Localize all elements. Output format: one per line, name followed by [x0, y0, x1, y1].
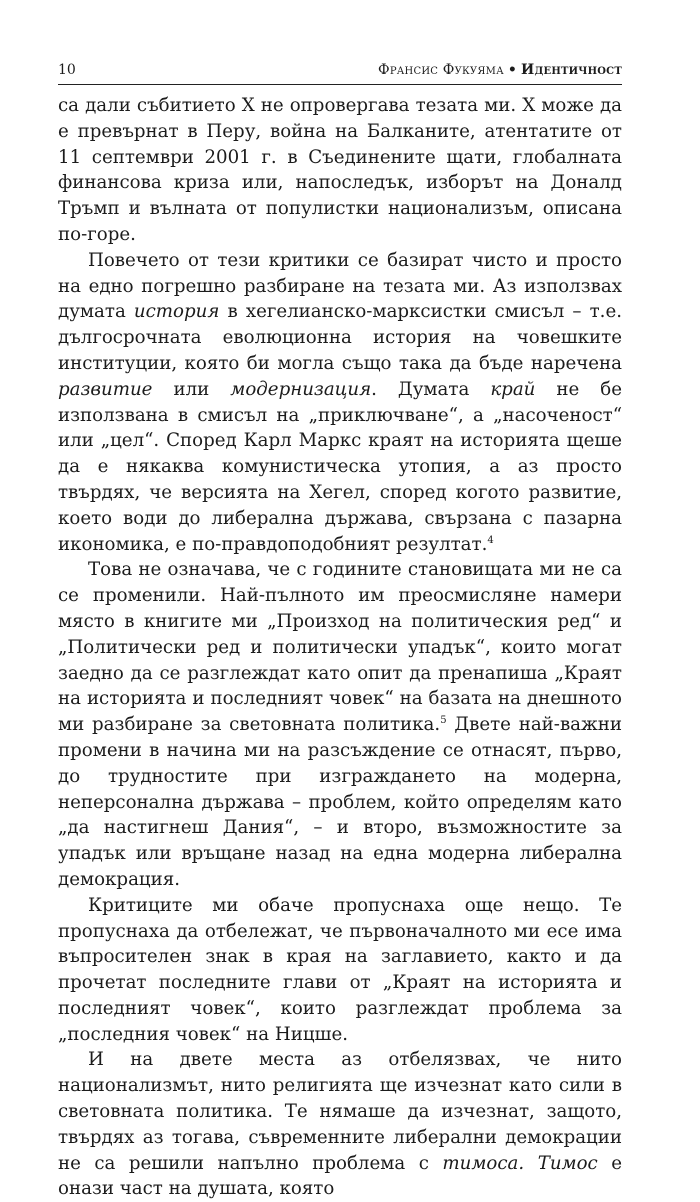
text-run: е онази част на душата, която [58, 1152, 622, 1200]
text-run: Повечето от тези критики се базират чисто и просто на едно погрешно разбиране на тезата ми. Аз използвах думата [58, 249, 622, 323]
paragraph [58, 248, 622, 558]
paragraph [58, 93, 622, 248]
footnote-ref: 4 [487, 534, 494, 546]
book-page [58, 60, 622, 1202]
paragraph [58, 893, 622, 1048]
paragraph [58, 557, 622, 892]
page-number: 10 [58, 62, 76, 78]
text-run: Това не означава, че с годините становищата ми не са се променили. Най-пълното им преосмисляне намери място в книгите ми „Произход на политическия ред“ и „Политически ред и политически упадък“, които могат заедно да се разглеждат като опит да пренапиша „Краят на историята и последният човек“ на базата на днешното ми разбиране за световната политика. [58, 559, 622, 736]
text-run: са дали събитието Х не опровергава тезата ми. Х може да е превърнат в Перу, война на Балканите, атентатите от 11 септември 2001 г. в Съединените щати, глобалната финансова криза или, напоследък, изборът на Доналд Тръмп и вълната от популистки национализъм, описана по-горе. [58, 95, 622, 245]
text-run: . Думата [371, 378, 491, 400]
italic-term: тимоса. [442, 1152, 525, 1174]
paragraph [58, 1047, 622, 1202]
italic-term: модернизация [230, 378, 372, 400]
italic-term: край [490, 378, 536, 400]
text-run: Критиците ми обаче пропуснаха още нещо. Те пропуснаха да отбележат, че първоначалното ми есе има въпросителен знак в края на заглавието, както и да прочетат последните глави от „Краят на историята и последният човек“, които разглеждат проблема за „последния човек“ на Ницше. [58, 894, 622, 1045]
text-run: или [152, 378, 231, 400]
italic-term: Тимос [537, 1152, 598, 1174]
text-run: в хегелианско-марксистки смисъл – т.е. дългосрочната еволюционна история на човешките институции, която би могла също така да бъде наречена [58, 301, 622, 374]
running-head-author: Франсис Фукуяма [378, 62, 504, 78]
body-text [58, 93, 622, 1202]
text-run [524, 1153, 538, 1174]
running-head-book-title: Идентичност [521, 62, 622, 78]
text-run: не бе използвана в смисъл на „приключване“, а „насоченост“ или „цел“. Според Карл Маркс краят на историята щеше да е някаква комунистическа утопия, а аз просто твърдях, че версията на Хегел, според когото развитие, което води до либерална държава, свързана с пазарна икономика, е по-правдоподобният резултат. [58, 378, 622, 555]
running-head-title-group [378, 60, 622, 80]
footnote-ref: 5 [440, 715, 447, 727]
text-run: И на двете места аз отбелязвах, че нито национализмът, нито религията ще изчезнат като сили в световната политика. Те нямаше да изчезнат, защото, твърдях аз тогава, съвременните либерални демокрации не са решили напълно проблема с [58, 1049, 622, 1174]
running-head-separator: • [507, 62, 518, 78]
italic-term: история [133, 301, 220, 323]
italic-term: развитие [58, 378, 153, 400]
running-head [58, 60, 622, 85]
text-run: Двете най-важни промени в начина ми на разсъждение се отнасят, първо, до трудностите при изграждането на модерна, неперсонална държава – проблем, който определям като „да настигнеш Дания“, – и второ, възможностите за упадък или връщане назад на една модерна либерална демокрация. [58, 714, 622, 890]
